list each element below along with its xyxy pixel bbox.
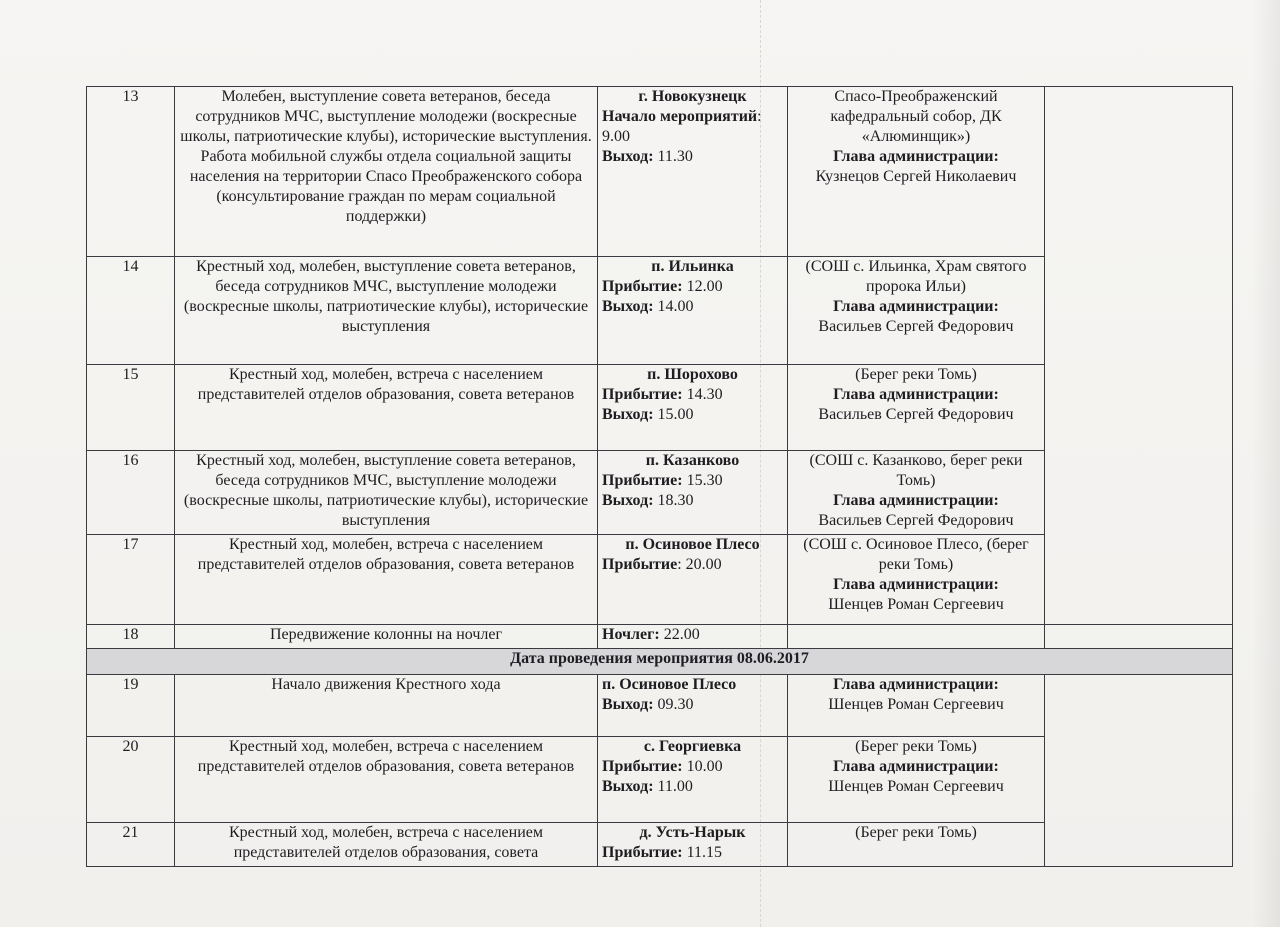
event-description: Крестный ход, молебен, встреча с населением представителей отделов образования, совета (175, 823, 598, 867)
page-edge-shadow (1252, 0, 1280, 927)
place-name: д. Усть-Нарык (639, 824, 746, 841)
time-label: Выход: (602, 298, 654, 315)
event-description: Крестный ход, молебен, выступление совета ветеранов, беседа сотрудников МЧС, выступление молодежи (воскресные школы, патриотические клубы), исторические выступления (175, 451, 598, 535)
venue-cell (788, 737, 1045, 823)
table-row (87, 675, 1233, 737)
time-label: Выход: (602, 696, 654, 713)
place-name: п. Ильинка (651, 258, 734, 275)
venue-text: (Берег реки Томь) (855, 366, 977, 383)
schedule-table (86, 86, 1233, 867)
table-row (87, 87, 1233, 257)
time-label: Выход: (602, 148, 654, 165)
event-description: Молебен, выступление совета ветеранов, беседа сотрудников МЧС, выступление молодежи (воскресные школы, патриотические клубы), исторические выступления. Работа мобильной службы отдела социальной защиты населения на территории Спасо Преображенского собора (консультирование граждан по мерам социальной поддержки) (175, 87, 598, 257)
time-value: : 9.00 (602, 108, 762, 145)
row-number: 18 (87, 625, 175, 649)
head-name: Шенцев Роман Сергеевич (828, 596, 1004, 613)
time-label: Прибытие: (602, 758, 683, 775)
venue-text: (Берег реки Томь) (855, 824, 977, 841)
event-place-time (598, 823, 788, 867)
event-description: Передвижение колонны на ночлег (175, 625, 598, 649)
notes-cell (1045, 87, 1233, 625)
venue-cell (788, 675, 1045, 737)
event-description: Крестный ход, молебен, встреча с населением представителей отделов образования, совета ветеранов (175, 365, 598, 451)
event-place-time (598, 625, 788, 649)
venue-cell (788, 257, 1045, 365)
place-name: с. Георгиевка (643, 738, 742, 755)
row-number: 17 (87, 535, 175, 625)
head-label: Глава администрации: (833, 148, 999, 165)
head-name: Васильев Сергей Федорович (818, 318, 1014, 335)
row-number: 21 (87, 823, 175, 867)
time-value: 14.00 (653, 298, 694, 315)
place-name: п. Осиновое Плесо (602, 676, 737, 693)
head-label: Глава администрации: (833, 576, 999, 593)
time-value: 11.15 (682, 844, 722, 861)
venue-cell (788, 535, 1045, 625)
head-label: Глава администрации: (833, 298, 999, 315)
venue-cell (788, 451, 1045, 535)
event-place-time (598, 257, 788, 365)
head-label: Глава администрации: (833, 758, 999, 775)
row-number: 20 (87, 737, 175, 823)
time-value: 14.30 (682, 386, 723, 403)
venue-text: (СОШ с. Казанково, берег реки Томь) (809, 452, 1023, 489)
head-label: Глава администрации: (833, 676, 999, 693)
event-place-time (598, 675, 788, 737)
place-name: п. Осиновое Плесо (625, 536, 760, 553)
venue-text: Спасо-Преображенский кафедральный собор, ДК «Алюминщик») (830, 88, 1002, 145)
time-value: : 20.00 (677, 556, 722, 573)
table-row (87, 625, 1233, 649)
time-label: Прибытие: (602, 844, 683, 861)
time-label: Ночлег: (602, 626, 660, 643)
row-number: 15 (87, 365, 175, 451)
time-label: Начало мероприятий (602, 108, 758, 125)
event-place-time (598, 535, 788, 625)
event-description: Крестный ход, молебен, выступление совета ветеранов, беседа сотрудников МЧС, выступление молодежи (воскресные школы, патриотические клубы), исторические выступления (175, 257, 598, 365)
time-label: Прибытие: (602, 472, 683, 489)
venue-cell (788, 625, 1045, 649)
event-description: Начало движения Крестного хода (175, 675, 598, 737)
time-label: Выход: (602, 778, 654, 795)
event-place-time (598, 87, 788, 257)
time-value: 10.00 (682, 758, 723, 775)
time-label: Прибытие (602, 556, 678, 573)
time-value: 18.30 (653, 492, 694, 509)
time-value: 09.30 (653, 696, 694, 713)
row-number: 13 (87, 87, 175, 257)
event-description: Крестный ход, молебен, встреча с населением представителей отделов образования, совета ветеранов (175, 737, 598, 823)
head-name: Кузнецов Сергей Николаевич (815, 168, 1017, 185)
venue-cell (788, 823, 1045, 867)
date-header-row (87, 649, 1233, 675)
time-label: Выход: (602, 406, 654, 423)
date-header: Дата проведения мероприятия 08.06.2017 (87, 649, 1233, 675)
event-place-time (598, 451, 788, 535)
event-place-time (598, 737, 788, 823)
time-label: Прибытие: (602, 278, 683, 295)
time-label: Прибытие: (602, 386, 683, 403)
head-name: Шенцев Роман Сергеевич (828, 696, 1004, 713)
time-value: 15.00 (653, 406, 694, 423)
head-label: Глава администрации: (833, 386, 999, 403)
notes-cell (1045, 675, 1233, 867)
time-value: 22.00 (659, 626, 700, 643)
row-number: 19 (87, 675, 175, 737)
place-name: п. Шорохово (647, 366, 738, 383)
time-value: 15.30 (682, 472, 723, 489)
event-place-time (598, 365, 788, 451)
venue-text: (СОШ с. Осиновое Плесо, (берег реки Томь) (803, 536, 1029, 573)
row-number: 16 (87, 451, 175, 535)
head-label: Глава администрации: (833, 492, 999, 509)
head-name: Васильев Сергей Федорович (818, 512, 1014, 529)
place-name: п. Казанково (645, 452, 740, 469)
time-value: 11.30 (653, 148, 693, 165)
head-name: Шенцев Роман Сергеевич (828, 778, 1004, 795)
row-number: 14 (87, 257, 175, 365)
head-name: Васильев Сергей Федорович (818, 406, 1014, 423)
venue-text: (Берег реки Томь) (855, 738, 977, 755)
place-name: г. Новокузнецк (638, 88, 747, 105)
time-value: 11.00 (653, 778, 693, 795)
venue-cell (788, 365, 1045, 451)
venue-cell (788, 87, 1045, 257)
time-value: 12.00 (682, 278, 723, 295)
notes-cell (1045, 625, 1233, 649)
venue-text: (СОШ с. Ильинка, Храм святого пророка Ильи) (805, 258, 1027, 295)
time-label: Выход: (602, 492, 654, 509)
event-description: Крестный ход, молебен, встреча с населением представителей отделов образования, совета ветеранов (175, 535, 598, 625)
